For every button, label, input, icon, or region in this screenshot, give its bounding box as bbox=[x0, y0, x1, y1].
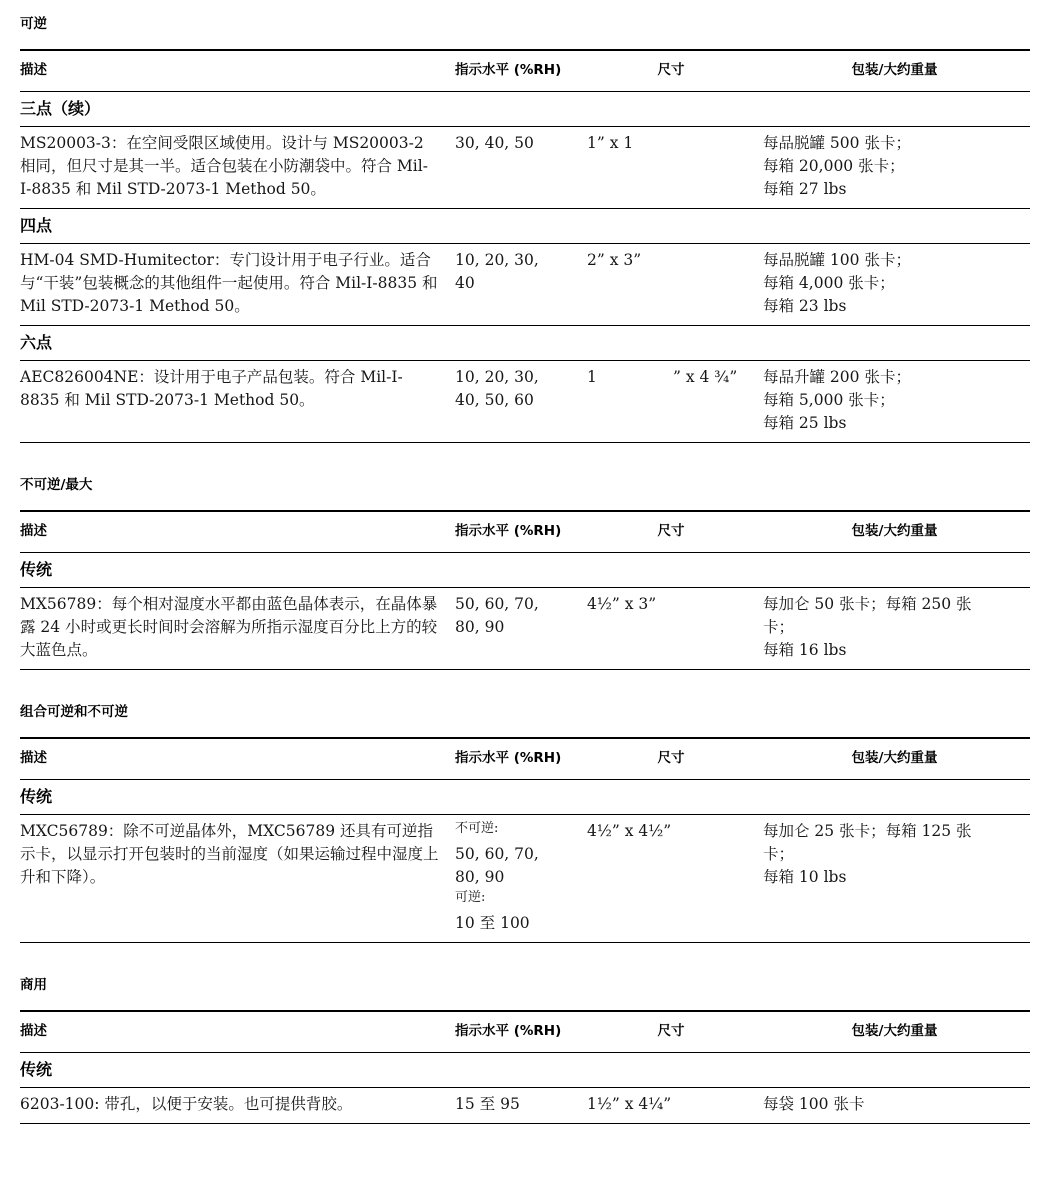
cell-description: MXC56789：除不可逆晶体外，MXC56789 还具有可逆指示卡，以显示打开包装时的当前湿度（如果运输过程中湿度上升和下降）。 bbox=[20, 822, 439, 886]
cell-packaging bbox=[763, 249, 1030, 318]
column-header-description: 描述 bbox=[20, 1023, 47, 1039]
cell-size bbox=[587, 366, 763, 435]
text-line: 10, 20, 30, bbox=[455, 368, 539, 386]
text-line: 每袋 100 张卡 bbox=[763, 1095, 865, 1113]
section-title: 组合可逆和不可逆 bbox=[20, 704, 128, 720]
group-row-four-point: 四点 bbox=[20, 209, 1030, 244]
cell-description: AEC826004NE：设计用于电子产品包装。符合 Mil-I-8835 和 Mil STD-2073-1 Method 50。 bbox=[20, 368, 403, 409]
text-line: 每加仑 50 张卡；每箱 250 张 bbox=[763, 595, 972, 613]
table-row-hm-04 bbox=[20, 244, 1030, 326]
text-line: 30, 40, 50 bbox=[455, 134, 534, 152]
text-line: 15 至 95 bbox=[455, 1095, 520, 1113]
text-line: 每箱 10 lbs bbox=[763, 868, 847, 886]
text-line: 每加仑 25 张卡；每箱 125 张 bbox=[763, 822, 972, 840]
group-row-traditional: 传统 bbox=[20, 553, 1030, 588]
text-line: 40 bbox=[455, 274, 475, 292]
text-line: 每箱 23 lbs bbox=[763, 297, 847, 315]
group-row-three-point-continued: 三点（续） bbox=[20, 92, 1030, 127]
cell-description: HM-04 SMD-Humitector：专门设计用于电子行业。适合与“干装”包装概念的其他组件一起使用。符合 Mil-I-8835 和 Mil STD-2073-1 Method 50。 bbox=[20, 251, 438, 315]
table-row-mxc56789 bbox=[20, 815, 1030, 943]
section-title: 商用 bbox=[20, 977, 47, 993]
group-row-traditional: 传统 bbox=[20, 780, 1030, 815]
text-line: 每箱 20,000 张卡； bbox=[763, 157, 905, 175]
text-line: 10, 20, 30, bbox=[455, 251, 539, 269]
section-commercial bbox=[20, 977, 1030, 1124]
cell-size: 2” x 3” bbox=[587, 251, 642, 269]
cell-description: MS20003-3：在空间受限区域使用。设计与 MS20003-2 相同，但尺寸是其一半。适合包装在小防潮袋中。符合 Mil-I-8835 和 Mil STD-2073-1 Method 50。 bbox=[20, 134, 428, 198]
cell-indication-level bbox=[455, 132, 587, 201]
column-header-indication-level: 指示水平 (%RH) bbox=[455, 750, 562, 766]
text-line: 每品脱罐 500 张卡； bbox=[763, 134, 911, 152]
cell-indication-level bbox=[455, 1093, 587, 1116]
text-line: 每箱 5,000 张卡； bbox=[763, 391, 895, 409]
text-line: 可逆: bbox=[455, 890, 486, 905]
column-header-size: 尺寸 bbox=[657, 62, 685, 78]
text-line: 每箱 16 lbs bbox=[763, 641, 847, 659]
column-header-size: 尺寸 bbox=[657, 523, 685, 539]
table-header-row bbox=[20, 737, 1030, 780]
table-row-aec826004ne bbox=[20, 361, 1030, 443]
cell-packaging bbox=[763, 820, 1030, 935]
cell-size: 1” x 1 bbox=[587, 134, 634, 152]
text-line: 卡； bbox=[763, 845, 795, 863]
table-row-6203-100 bbox=[20, 1088, 1030, 1124]
column-header-indication-level: 指示水平 (%RH) bbox=[455, 62, 562, 78]
cell-description: MX56789：每个相对湿度水平都由蓝色晶体表示，在晶体暴露 24 小时或更长时间时会溶解为所指示湿度百分比上方的较大蓝色点。 bbox=[20, 595, 438, 659]
column-header-indication-level: 指示水平 (%RH) bbox=[455, 1023, 562, 1039]
text-line: 50, 60, 70, bbox=[455, 845, 539, 863]
section-title: 不可逆/最大 bbox=[20, 477, 93, 493]
table-row-mx56789 bbox=[20, 588, 1030, 670]
section-reversible bbox=[20, 16, 1030, 443]
text-line: 卡； bbox=[763, 618, 795, 636]
section-title: 可逆 bbox=[20, 16, 47, 32]
cell-indication-level bbox=[455, 249, 587, 318]
text-line: 每箱 25 lbs bbox=[763, 414, 847, 432]
column-header-description: 描述 bbox=[20, 750, 47, 766]
cell-packaging bbox=[763, 593, 1030, 662]
table-header-row bbox=[20, 1010, 1030, 1053]
column-header-packaging: 包装/大约重量 bbox=[851, 62, 938, 78]
cell-packaging bbox=[763, 132, 1030, 201]
column-header-size: 尺寸 bbox=[657, 750, 685, 766]
text-line: 每品脱罐 100 张卡； bbox=[763, 251, 911, 269]
column-header-indication-level: 指示水平 (%RH) bbox=[455, 523, 562, 539]
table-row-ms20003-3 bbox=[20, 127, 1030, 209]
column-header-size: 尺寸 bbox=[657, 1023, 685, 1039]
cell-size: 4½” x 4½” bbox=[587, 822, 672, 840]
column-header-packaging: 包装/大约重量 bbox=[851, 1023, 938, 1039]
text-line: 每品升罐 200 张卡； bbox=[763, 368, 911, 386]
text-line: 80, 90 bbox=[455, 618, 505, 636]
text-line: 10 至 100 bbox=[455, 914, 530, 932]
size-part-2: ” x 4 ¾” bbox=[673, 368, 738, 386]
cell-indication-level bbox=[455, 366, 587, 435]
table-header-row bbox=[20, 49, 1030, 92]
group-row-traditional: 传统 bbox=[20, 1053, 1030, 1088]
column-header-description: 描述 bbox=[20, 523, 47, 539]
cell-size: 1½” x 4¼” bbox=[587, 1095, 672, 1113]
column-header-packaging: 包装/大约重量 bbox=[851, 523, 938, 539]
text-line: 80, 90 bbox=[455, 868, 505, 886]
table-header-row bbox=[20, 510, 1030, 553]
text-line: 每箱 4,000 张卡； bbox=[763, 274, 895, 292]
cell-packaging bbox=[763, 366, 1030, 435]
column-header-description: 描述 bbox=[20, 62, 47, 78]
text-line: 每箱 27 lbs bbox=[763, 180, 847, 198]
text-line: 40, 50, 60 bbox=[455, 391, 534, 409]
cell-description: 6203-100: 带孔，以便于安装。也可提供背胶。 bbox=[20, 1095, 353, 1113]
cell-indication-level bbox=[455, 820, 587, 935]
text-line: 50, 60, 70, bbox=[455, 595, 539, 613]
cell-packaging bbox=[763, 1093, 1030, 1116]
text-line: 不可逆: bbox=[455, 821, 499, 836]
column-header-packaging: 包装/大约重量 bbox=[851, 750, 938, 766]
section-combined-reversible-irreversible bbox=[20, 704, 1030, 943]
section-irreversible-maximum bbox=[20, 477, 1030, 670]
size-part-1: 1 bbox=[587, 368, 597, 386]
cell-indication-level bbox=[455, 593, 587, 662]
cell-size: 4½” x 3” bbox=[587, 595, 657, 613]
group-row-six-point: 六点 bbox=[20, 326, 1030, 361]
